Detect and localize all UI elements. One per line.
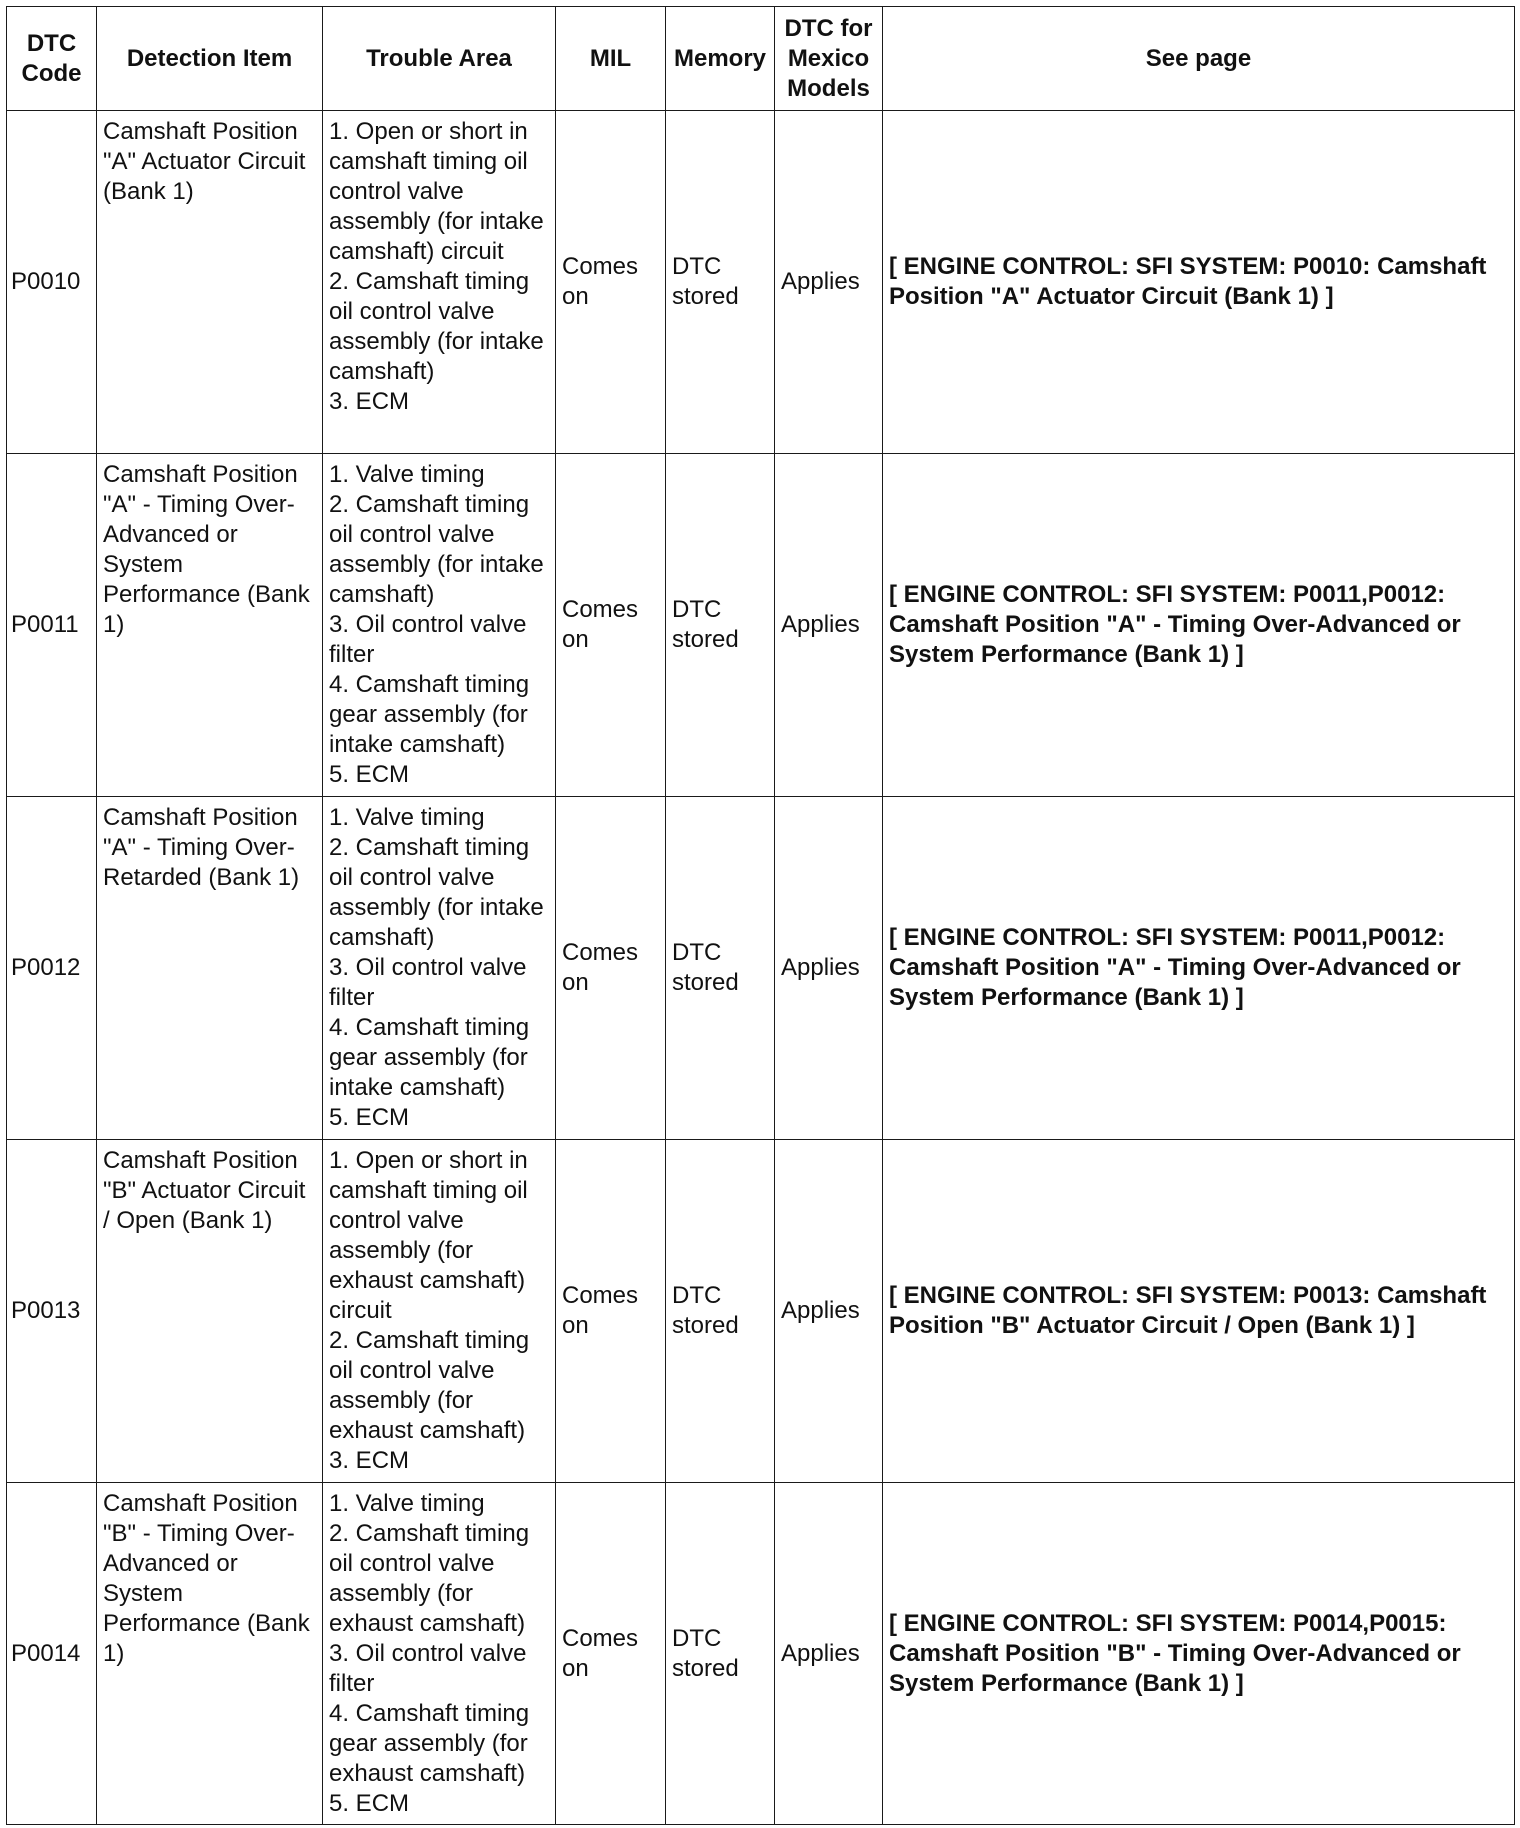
trouble-area-cell [323, 1483, 556, 1825]
detection-item-cell: Camshaft Position "B" Actuator Circuit / Open (Bank 1) [97, 1140, 323, 1483]
dtc-code-cell: P0012 [7, 797, 97, 1140]
dtc-table [6, 6, 1515, 1825]
dtc-code-cell: P0010 [7, 111, 97, 454]
memory-cell: DTC stored [666, 797, 775, 1140]
header-mil: MIL [556, 7, 666, 111]
mexico-models-cell: Applies [775, 797, 883, 1140]
trouble-area-item: 2. Camshaft timing oil control valve assembly (for intake camshaft) [329, 491, 544, 608]
detection-item-cell: Camshaft Position "A" - Timing Over-Advanced or System Performance (Bank 1) [97, 454, 323, 797]
trouble-area-item: 1. Valve timing [329, 804, 485, 831]
mil-cell: Comes on [556, 111, 666, 454]
trouble-area-item: 2. Camshaft timing oil control valve assembly (for intake camshaft) [329, 268, 544, 385]
trouble-area-item: 3. Oil control valve filter [329, 1640, 527, 1697]
trouble-area-item: 4. Camshaft timing gear assembly (for exhaust camshaft) [329, 1700, 530, 1787]
trouble-area-item: 4. Camshaft timing gear assembly (for intake camshaft) [329, 1014, 530, 1101]
header-row [7, 7, 1515, 111]
detection-item-cell: Camshaft Position "B" - Timing Over-Advanced or System Performance (Bank 1) [97, 1483, 323, 1825]
mexico-models-cell: Applies [775, 111, 883, 454]
trouble-area-item: 5. ECM [329, 761, 410, 788]
mil-cell: Comes on [556, 797, 666, 1140]
memory-cell: DTC stored [666, 454, 775, 797]
table-row [7, 111, 1515, 454]
table-row [7, 1140, 1515, 1483]
see-page-link[interactable]: [ ENGINE CONTROL: SFI SYSTEM: P0013: Camshaft Position "B" Actuator Circuit / Open (Bank 1) ] [883, 1140, 1515, 1483]
trouble-area-item: 3. Oil control valve filter [329, 611, 527, 668]
header-detection-item: Detection Item [97, 7, 323, 111]
memory-cell: DTC stored [666, 1483, 775, 1825]
mexico-models-cell: Applies [775, 1140, 883, 1483]
trouble-area-item: 5. ECM [329, 1104, 410, 1131]
trouble-area-item: 5. ECM [329, 1790, 410, 1817]
trouble-area-item: 1. Open or short in camshaft timing oil control valve assembly (for exhaust camshaft) circuit [329, 1147, 528, 1324]
mexico-models-cell: Applies [775, 1483, 883, 1825]
trouble-area-item: 1. Open or short in camshaft timing oil control valve assembly (for intake camshaft) circuit [329, 118, 544, 265]
detection-item-cell: Camshaft Position "A" - Timing Over-Retarded (Bank 1) [97, 797, 323, 1140]
see-page-link[interactable]: [ ENGINE CONTROL: SFI SYSTEM: P0011,P0012: Camshaft Position "A" - Timing Over-Advanced or System Performance (Bank 1) ] [883, 797, 1515, 1140]
mil-cell: Comes on [556, 1483, 666, 1825]
header-dtc-code: DTC Code [7, 7, 97, 111]
header-see-page: See page [883, 7, 1515, 111]
trouble-area-cell [323, 1140, 556, 1483]
header-trouble-area: Trouble Area [323, 7, 556, 111]
table-row [7, 1483, 1515, 1825]
dtc-code-cell: P0011 [7, 454, 97, 797]
table-row [7, 797, 1515, 1140]
trouble-area-item: 2. Camshaft timing oil control valve assembly (for exhaust camshaft) [329, 1520, 530, 1637]
trouble-area-item: 3. ECM [329, 388, 410, 415]
trouble-area-cell [323, 111, 556, 454]
dtc-code-cell: P0013 [7, 1140, 97, 1483]
trouble-area-item: 4. Camshaft timing gear assembly (for intake camshaft) [329, 671, 530, 758]
header-memory: Memory [666, 7, 775, 111]
trouble-area-item: 2. Camshaft timing oil control valve assembly (for exhaust camshaft) [329, 1327, 530, 1444]
mil-cell: Comes on [556, 1140, 666, 1483]
trouble-area-cell [323, 454, 556, 797]
mil-cell: Comes on [556, 454, 666, 797]
trouble-area-item: 3. Oil control valve filter [329, 954, 527, 1011]
trouble-area-item: 3. ECM [329, 1447, 410, 1474]
memory-cell: DTC stored [666, 1140, 775, 1483]
trouble-area-item: 2. Camshaft timing oil control valve assembly (for intake camshaft) [329, 834, 544, 951]
trouble-area-item: 1. Valve timing [329, 461, 485, 488]
mexico-models-cell: Applies [775, 454, 883, 797]
trouble-area-cell [323, 797, 556, 1140]
table-row [7, 454, 1515, 797]
see-page-link[interactable]: [ ENGINE CONTROL: SFI SYSTEM: P0010: Camshaft Position "A" Actuator Circuit (Bank 1) ] [883, 111, 1515, 454]
detection-item-cell: Camshaft Position "A" Actuator Circuit (Bank 1) [97, 111, 323, 454]
header-mexico-models: DTC for Mexico Models [775, 7, 883, 111]
see-page-link[interactable]: [ ENGINE CONTROL: SFI SYSTEM: P0011,P0012: Camshaft Position "A" - Timing Over-Advanced or System Performance (Bank 1) ] [883, 454, 1515, 797]
dtc-code-cell: P0014 [7, 1483, 97, 1825]
see-page-link[interactable]: [ ENGINE CONTROL: SFI SYSTEM: P0014,P0015: Camshaft Position "B" - Timing Over-Advanced or System Performance (Bank 1) ] [883, 1483, 1515, 1825]
trouble-area-item: 1. Valve timing [329, 1490, 485, 1517]
memory-cell: DTC stored [666, 111, 775, 454]
